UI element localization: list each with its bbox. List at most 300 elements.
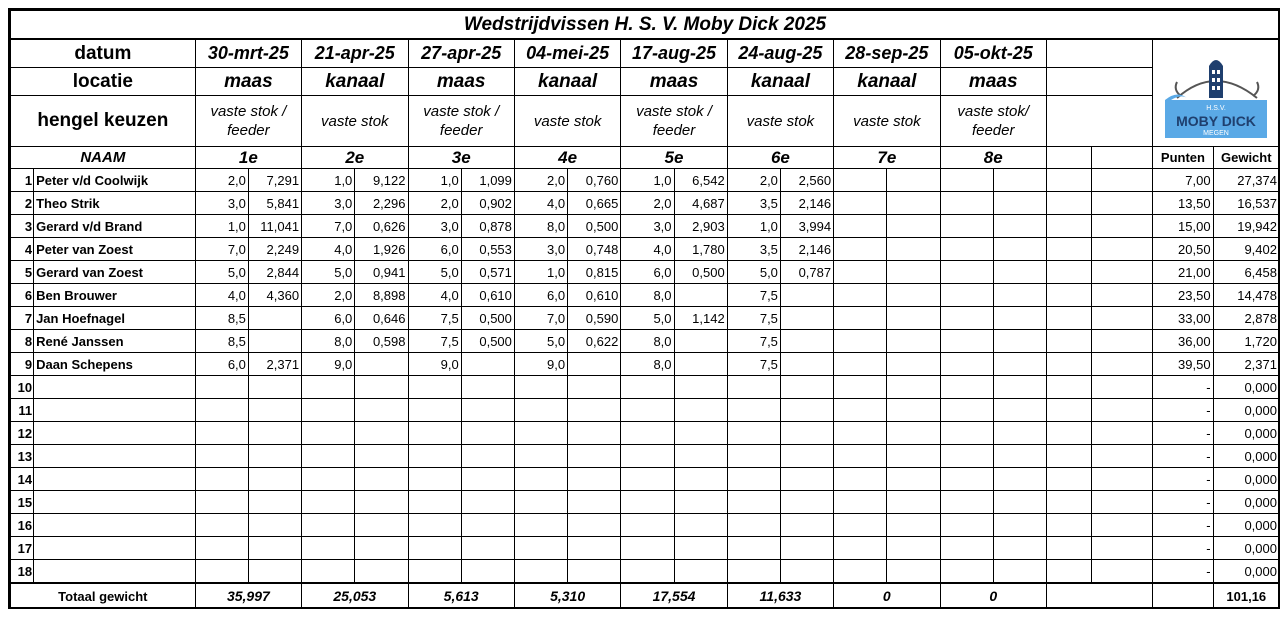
- table-row: [11, 261, 1280, 284]
- match-weight-cell: 0,610: [568, 284, 621, 307]
- match-weight-cell: 1,926: [355, 238, 408, 261]
- match-weight-cell: 0,748: [568, 238, 621, 261]
- match-weight-cell: [993, 215, 1046, 238]
- angler-name: Daan Schepens: [34, 353, 196, 376]
- match-points-cell: [621, 491, 674, 514]
- total-points-cell: 15,00: [1153, 215, 1213, 238]
- total-points-cell: -: [1153, 445, 1213, 468]
- match-points-cell: [727, 445, 780, 468]
- empty-cell: [1092, 376, 1153, 399]
- datum-label: datum: [11, 39, 196, 68]
- row-number: 12: [11, 422, 34, 445]
- match-weight-cell: [887, 169, 940, 192]
- match-points-cell: [834, 169, 887, 192]
- match-weight-cell: [461, 560, 514, 584]
- match-weight-cell: [355, 353, 408, 376]
- match-points-cell: [514, 376, 567, 399]
- match-points-cell: 3,5: [727, 238, 780, 261]
- match-points-cell: 8,5: [195, 307, 248, 330]
- match-weight-cell: 0,598: [355, 330, 408, 353]
- total-weight-cell: 6,458: [1213, 261, 1279, 284]
- match-points-cell: [940, 560, 993, 584]
- match-points-cell: [195, 468, 248, 491]
- match-points-cell: 3,0: [514, 238, 567, 261]
- match-weight-cell: [887, 353, 940, 376]
- match-weight-cell: [887, 284, 940, 307]
- match-points-cell: [940, 422, 993, 445]
- total-weight-cell: 2,878: [1213, 307, 1279, 330]
- match-points-cell: [834, 537, 887, 560]
- match-points-cell: [302, 445, 355, 468]
- match-total-weight: 25,053: [302, 583, 408, 609]
- empty-cell: [1092, 560, 1153, 584]
- angler-name: Peter van Zoest: [34, 238, 196, 261]
- match-rank: 6e: [727, 147, 833, 169]
- angler-name: Theo Strik: [34, 192, 196, 215]
- row-number: 8: [11, 330, 34, 353]
- empty-cell: [1092, 537, 1153, 560]
- row-number: 1: [11, 169, 34, 192]
- match-weight-cell: [568, 514, 621, 537]
- match-weight-cell: [355, 468, 408, 491]
- match-weight-cell: 2,249: [248, 238, 301, 261]
- total-points-cell: -: [1153, 376, 1213, 399]
- match-weight-cell: 0,590: [568, 307, 621, 330]
- table-row: [11, 376, 1280, 399]
- match-points-cell: 7,5: [727, 307, 780, 330]
- match-weight-cell: [780, 445, 833, 468]
- match-points-cell: 7,0: [302, 215, 355, 238]
- total-weight-cell: 0,000: [1213, 468, 1279, 491]
- match-points-cell: 5,0: [302, 261, 355, 284]
- table-row: [11, 169, 1280, 192]
- match-points-cell: 1,0: [408, 169, 461, 192]
- match-weight-cell: [993, 238, 1046, 261]
- match-weight-cell: [248, 537, 301, 560]
- match-weight-cell: 0,760: [568, 169, 621, 192]
- match-weight-cell: [780, 560, 833, 584]
- empty-cell: [1092, 169, 1153, 192]
- match-weight-cell: [568, 537, 621, 560]
- table-row: [11, 422, 1280, 445]
- match-location: kanaal: [514, 68, 620, 96]
- match-weight-cell: [674, 353, 727, 376]
- match-weight-cell: 0,902: [461, 192, 514, 215]
- match-points-cell: [621, 514, 674, 537]
- table-row: [11, 514, 1280, 537]
- match-weight-cell: 7,291: [248, 169, 301, 192]
- match-weight-cell: 2,371: [248, 353, 301, 376]
- match-rank: 3e: [408, 147, 514, 169]
- match-weight-cell: 0,787: [780, 261, 833, 284]
- match-weight-cell: [355, 376, 408, 399]
- angler-name: [34, 491, 196, 514]
- match-points-cell: 3,0: [195, 192, 248, 215]
- empty-cell: [1046, 560, 1091, 584]
- match-weight-cell: [461, 422, 514, 445]
- total-points-cell: -: [1153, 399, 1213, 422]
- match-points-cell: 3,0: [621, 215, 674, 238]
- match-weight-cell: [248, 399, 301, 422]
- match-points-cell: 6,0: [621, 261, 674, 284]
- match-weight-cell: [248, 491, 301, 514]
- angler-name: [34, 468, 196, 491]
- match-points-cell: 9,0: [408, 353, 461, 376]
- total-points-cell: -: [1153, 537, 1213, 560]
- match-weight-cell: 0,500: [461, 307, 514, 330]
- match-points-cell: 7,5: [408, 330, 461, 353]
- row-number: 6: [11, 284, 34, 307]
- match-weight-cell: 0,610: [461, 284, 514, 307]
- match-location: kanaal: [302, 68, 408, 96]
- match-points-cell: [940, 261, 993, 284]
- match-location: kanaal: [834, 68, 940, 96]
- empty-cell: [1046, 468, 1091, 491]
- total-weight-cell: 0,000: [1213, 422, 1279, 445]
- empty-cell: [1046, 169, 1091, 192]
- match-total-weight: 0: [834, 583, 940, 609]
- match-weight-cell: [355, 491, 408, 514]
- match-weight-cell: 0,553: [461, 238, 514, 261]
- total-points-cell: 13,50: [1153, 192, 1213, 215]
- moby-dick-logo: [1157, 44, 1275, 140]
- match-points-cell: [514, 491, 567, 514]
- empty-cell: [1046, 147, 1091, 169]
- empty-cell: [1046, 491, 1091, 514]
- match-points-cell: 8,0: [514, 215, 567, 238]
- match-points-cell: 5,0: [514, 330, 567, 353]
- match-points-cell: [302, 399, 355, 422]
- match-weight-cell: [887, 307, 940, 330]
- empty-cell: [1046, 39, 1152, 68]
- angler-name: [34, 376, 196, 399]
- row-number: 11: [11, 399, 34, 422]
- match-rod-choice: vaste stok/ feeder: [940, 96, 1046, 147]
- match-weight-cell: [887, 330, 940, 353]
- match-points-cell: 2,0: [621, 192, 674, 215]
- table-row: [11, 238, 1280, 261]
- match-points-cell: [834, 330, 887, 353]
- match-weight-cell: [674, 330, 727, 353]
- match-points-cell: [408, 514, 461, 537]
- hengel-label: hengel keuzen: [11, 96, 196, 147]
- table-row: [11, 399, 1280, 422]
- match-location: kanaal: [727, 68, 833, 96]
- total-points-cell: -: [1153, 491, 1213, 514]
- match-weight-cell: 2,146: [780, 238, 833, 261]
- match-weight-cell: 0,500: [461, 330, 514, 353]
- match-points-cell: [302, 376, 355, 399]
- match-total-weight: 5,310: [514, 583, 620, 609]
- empty-cell: [1046, 192, 1091, 215]
- empty-cell: [1092, 491, 1153, 514]
- empty-cell: [1153, 583, 1213, 609]
- match-weight-cell: [674, 445, 727, 468]
- match-points-cell: [727, 422, 780, 445]
- total-points-cell: -: [1153, 468, 1213, 491]
- match-weight-cell: [780, 468, 833, 491]
- match-points-cell: [408, 537, 461, 560]
- match-points-cell: [940, 376, 993, 399]
- empty-cell: [1092, 445, 1153, 468]
- match-weight-cell: [674, 399, 727, 422]
- club-logo: [1153, 39, 1280, 147]
- match-weight-cell: 5,841: [248, 192, 301, 215]
- empty-cell: [1046, 422, 1091, 445]
- match-points-cell: 4,0: [408, 284, 461, 307]
- match-total-weight: 17,554: [621, 583, 727, 609]
- match-points-cell: [834, 353, 887, 376]
- match-weight-cell: [248, 560, 301, 584]
- match-weight-cell: 0,941: [355, 261, 408, 284]
- match-points-cell: 6,0: [408, 238, 461, 261]
- match-points-cell: [514, 468, 567, 491]
- match-points-cell: [834, 399, 887, 422]
- match-weight-cell: [887, 537, 940, 560]
- match-rank: 8e: [940, 147, 1046, 169]
- match-points-cell: [302, 514, 355, 537]
- match-points-cell: 4,0: [302, 238, 355, 261]
- match-weight-cell: [993, 284, 1046, 307]
- total-points-cell: 39,50: [1153, 353, 1213, 376]
- angler-name: Gerard van Zoest: [34, 261, 196, 284]
- totals-row: [11, 583, 1280, 609]
- table-row: [11, 284, 1280, 307]
- match-weight-cell: [568, 422, 621, 445]
- match-weight-cell: [887, 422, 940, 445]
- empty-cell: [1092, 284, 1153, 307]
- logo-top-text: H.S.V.: [1206, 104, 1226, 112]
- match-weight-cell: [993, 560, 1046, 584]
- match-points-cell: 6,0: [514, 284, 567, 307]
- total-points-cell: -: [1153, 514, 1213, 537]
- match-points-cell: [621, 468, 674, 491]
- match-weight-cell: 1,142: [674, 307, 727, 330]
- match-points-cell: [302, 491, 355, 514]
- match-points-cell: [834, 514, 887, 537]
- match-points-cell: [195, 491, 248, 514]
- match-points-cell: [408, 560, 461, 584]
- match-weight-cell: [993, 468, 1046, 491]
- match-weight-cell: 2,903: [674, 215, 727, 238]
- match-points-cell: [940, 307, 993, 330]
- total-points-cell: 20,50: [1153, 238, 1213, 261]
- total-weight-cell: 0,000: [1213, 537, 1279, 560]
- angler-name: [34, 514, 196, 537]
- match-weight-cell: 2,296: [355, 192, 408, 215]
- match-weight-cell: 6,542: [674, 169, 727, 192]
- match-points-cell: 3,0: [302, 192, 355, 215]
- match-date: 28-sep-25: [834, 39, 940, 68]
- empty-cell: [1046, 68, 1152, 96]
- match-weight-cell: [887, 445, 940, 468]
- match-weight-cell: [887, 238, 940, 261]
- match-rank: 4e: [514, 147, 620, 169]
- total-weight-cell: 0,000: [1213, 560, 1279, 584]
- match-weight-cell: [248, 422, 301, 445]
- empty-cell: [1046, 284, 1091, 307]
- total-points-cell: -: [1153, 422, 1213, 445]
- match-rank: 7e: [834, 147, 940, 169]
- match-weight-cell: 0,626: [355, 215, 408, 238]
- match-points-cell: [940, 353, 993, 376]
- match-date: 05-okt-25: [940, 39, 1046, 68]
- empty-cell: [1046, 445, 1091, 468]
- match-date: 04-mei-25: [514, 39, 620, 68]
- match-points-cell: [621, 560, 674, 584]
- match-weight-cell: [355, 399, 408, 422]
- match-points-cell: [834, 238, 887, 261]
- match-points-cell: [727, 491, 780, 514]
- match-points-cell: [195, 537, 248, 560]
- match-points-cell: [834, 560, 887, 584]
- match-weight-cell: [248, 330, 301, 353]
- match-weight-cell: [780, 537, 833, 560]
- match-weight-cell: [248, 514, 301, 537]
- empty-cell: [1092, 468, 1153, 491]
- match-points-cell: [514, 514, 567, 537]
- table-row: [11, 445, 1280, 468]
- match-points-cell: [302, 537, 355, 560]
- match-weight-cell: [887, 261, 940, 284]
- match-rod-choice: vaste stok / feeder: [621, 96, 727, 147]
- row-number: 3: [11, 215, 34, 238]
- match-points-cell: [940, 514, 993, 537]
- match-points-cell: 4,0: [621, 238, 674, 261]
- totaal-label: Totaal gewicht: [11, 583, 196, 609]
- gewicht-header: Gewicht: [1213, 147, 1279, 169]
- match-location: maas: [940, 68, 1046, 96]
- match-location: maas: [408, 68, 514, 96]
- empty-cell: [1046, 376, 1091, 399]
- angler-name: Gerard v/d Brand: [34, 215, 196, 238]
- match-points-cell: [514, 445, 567, 468]
- match-points-cell: [621, 399, 674, 422]
- table-row: [11, 353, 1280, 376]
- empty-cell: [1092, 514, 1153, 537]
- match-points-cell: [408, 422, 461, 445]
- match-weight-cell: 11,041: [248, 215, 301, 238]
- match-total-weight: 35,997: [195, 583, 301, 609]
- match-weight-cell: [461, 399, 514, 422]
- match-weight-cell: [887, 514, 940, 537]
- match-points-cell: [727, 399, 780, 422]
- match-points-cell: [302, 468, 355, 491]
- empty-cell: [1092, 353, 1153, 376]
- match-rank: 1e: [195, 147, 301, 169]
- table-row: [11, 192, 1280, 215]
- total-points-cell: 36,00: [1153, 330, 1213, 353]
- row-number: 13: [11, 445, 34, 468]
- empty-cell: [1092, 330, 1153, 353]
- punten-header: Punten: [1153, 147, 1213, 169]
- match-weight-cell: [887, 192, 940, 215]
- match-weight-cell: [780, 353, 833, 376]
- match-weight-cell: [568, 491, 621, 514]
- match-points-cell: 1,0: [514, 261, 567, 284]
- match-rod-choice: vaste stok: [514, 96, 620, 147]
- match-points-cell: [195, 560, 248, 584]
- match-weight-cell: [887, 491, 940, 514]
- row-number: 7: [11, 307, 34, 330]
- match-points-cell: 7,5: [727, 330, 780, 353]
- row-number: 17: [11, 537, 34, 560]
- angler-name: [34, 399, 196, 422]
- match-weight-cell: 3,994: [780, 215, 833, 238]
- match-weight-cell: 0,500: [674, 261, 727, 284]
- match-points-cell: 5,0: [195, 261, 248, 284]
- match-points-cell: [834, 261, 887, 284]
- total-points-cell: -: [1153, 560, 1213, 584]
- match-weight-cell: [461, 537, 514, 560]
- empty-cell: [1092, 147, 1153, 169]
- row-number: 10: [11, 376, 34, 399]
- match-weight-cell: 4,360: [248, 284, 301, 307]
- empty-cell: [1092, 215, 1153, 238]
- angler-name: [34, 422, 196, 445]
- table-row: [11, 560, 1280, 584]
- total-weight-cell: 0,000: [1213, 514, 1279, 537]
- match-weight-cell: [355, 537, 408, 560]
- total-weight-cell: 0,000: [1213, 491, 1279, 514]
- angler-name: [34, 445, 196, 468]
- match-rod-choice: vaste stok / feeder: [195, 96, 301, 147]
- match-points-cell: [940, 330, 993, 353]
- match-weight-cell: [568, 399, 621, 422]
- empty-cell: [1046, 399, 1091, 422]
- match-points-cell: [621, 445, 674, 468]
- sheet-title: Wedstrijdvissen H. S. V. Moby Dick 2025: [11, 11, 1280, 40]
- match-points-cell: 6,0: [195, 353, 248, 376]
- match-weight-cell: [993, 537, 1046, 560]
- match-weight-cell: [248, 307, 301, 330]
- match-date: 21-apr-25: [302, 39, 408, 68]
- match-points-cell: 1,0: [621, 169, 674, 192]
- match-weight-cell: 1,780: [674, 238, 727, 261]
- match-rod-choice: vaste stok: [727, 96, 833, 147]
- total-weight-cell: 1,720: [1213, 330, 1279, 353]
- match-points-cell: [940, 284, 993, 307]
- match-points-cell: [727, 560, 780, 584]
- total-weight-cell: 14,478: [1213, 284, 1279, 307]
- match-points-cell: [195, 376, 248, 399]
- match-date: 17-aug-25: [621, 39, 727, 68]
- match-points-cell: [940, 192, 993, 215]
- match-points-cell: [514, 560, 567, 584]
- match-points-cell: [834, 192, 887, 215]
- match-weight-cell: [887, 468, 940, 491]
- empty-cell: [1046, 583, 1152, 609]
- match-rank: 2e: [302, 147, 408, 169]
- match-points-cell: [940, 215, 993, 238]
- match-points-cell: 8,0: [621, 353, 674, 376]
- row-number: 2: [11, 192, 34, 215]
- match-points-cell: 9,0: [302, 353, 355, 376]
- empty-cell: [1046, 353, 1091, 376]
- match-points-cell: [834, 468, 887, 491]
- match-weight-cell: [568, 560, 621, 584]
- angler-name: [34, 560, 196, 584]
- match-points-cell: [408, 445, 461, 468]
- match-weight-cell: [780, 376, 833, 399]
- match-weight-cell: [993, 376, 1046, 399]
- angler-name: Jan Hoefnagel: [34, 307, 196, 330]
- empty-cell: [1046, 96, 1152, 147]
- match-points-cell: 8,5: [195, 330, 248, 353]
- match-points-cell: [834, 491, 887, 514]
- match-points-cell: [408, 399, 461, 422]
- row-number: 5: [11, 261, 34, 284]
